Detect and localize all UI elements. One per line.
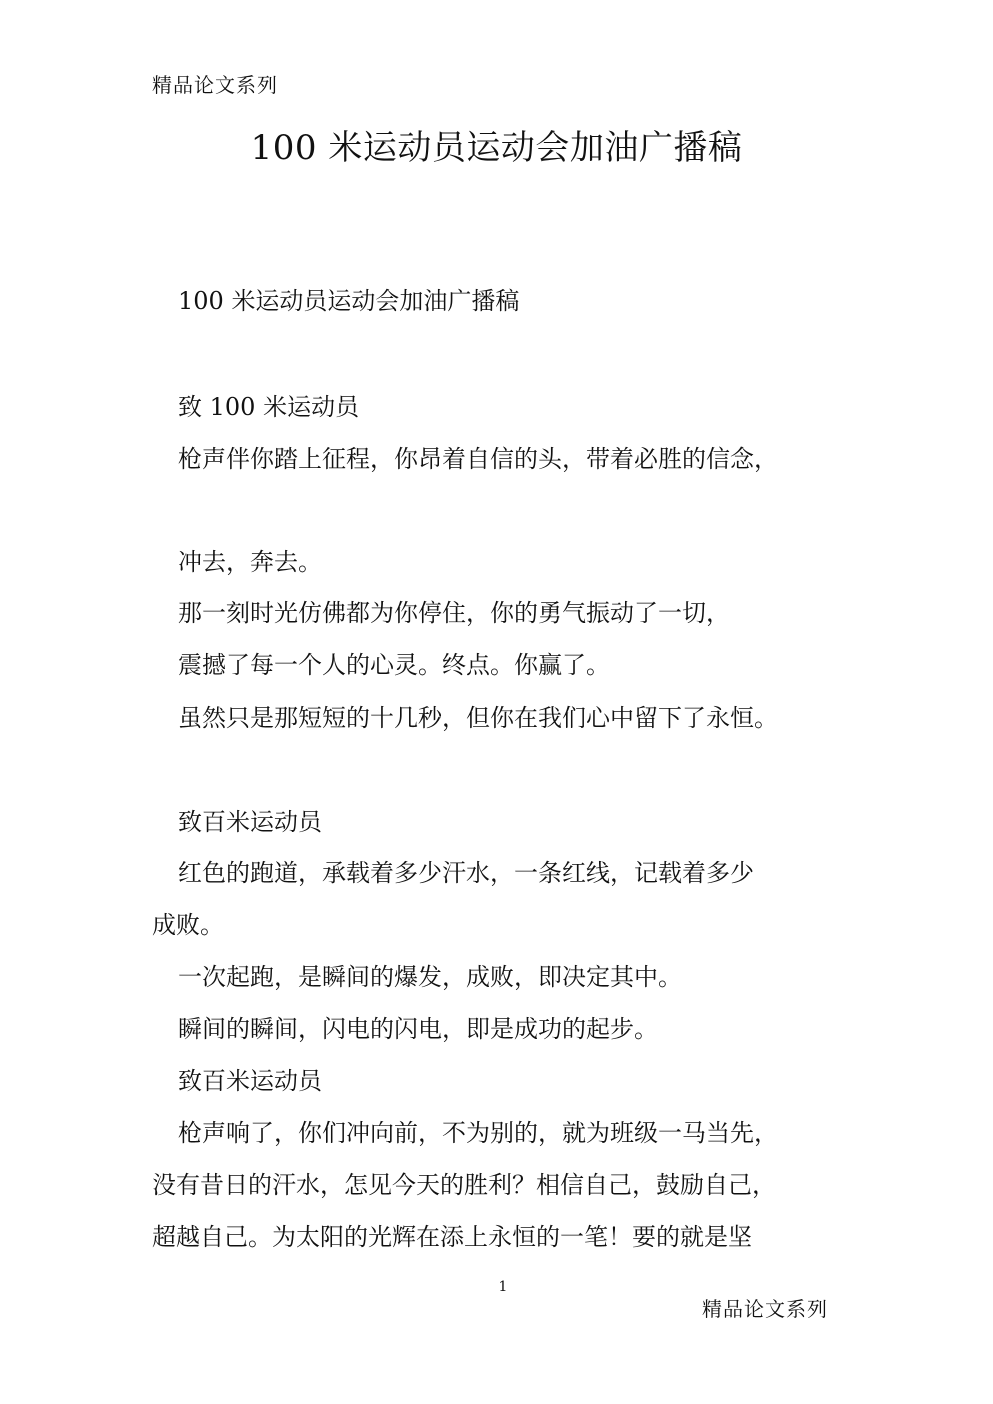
body-line: 超越自己。为太阳的光辉在添上永恒的一笔！要的就是坚	[152, 1223, 752, 1251]
page-footer-label: 精品论文系列	[702, 1297, 828, 1321]
page-number: 1	[498, 1279, 508, 1295]
body-line: 那一刻时光仿佛都为你停住，你的勇气振动了一切，	[178, 599, 730, 627]
body-line: 冲去，奔去。	[178, 548, 322, 576]
body-line: 震撼了每一个人的心灵。终点。你赢了。	[178, 651, 610, 679]
body-line: 致百米运动员	[178, 1067, 322, 1095]
body-line: 枪声伴你踏上征程，你昂着自信的头，带着必胜的信念，	[178, 445, 778, 473]
body-line: 枪声响了，你们冲向前，不为别的，就为班级一马当先，	[178, 1119, 778, 1147]
body-line: 红色的跑道，承载着多少汗水，一条红线，记载着多少	[178, 859, 754, 887]
document-title: 100 米运动员运动会加油广播稿	[250, 128, 743, 168]
body-line: 致 100 米运动员	[178, 393, 360, 421]
page-header-label: 精品论文系列	[152, 73, 278, 97]
body-line: 没有昔日的汗水，怎见今天的胜利？相信自己，鼓励自己，	[152, 1171, 776, 1199]
body-line: 100 米运动员运动会加油广播稿	[178, 287, 520, 315]
body-line: 致百米运动员	[178, 808, 322, 836]
body-line: 一次起跑，是瞬间的爆发，成败，即决定其中。	[178, 963, 682, 991]
body-line: 虽然只是那短短的十几秒，但你在我们心中留下了永恒。	[178, 704, 778, 732]
body-line: 成败。	[152, 911, 224, 939]
body-line: 瞬间的瞬间，闪电的闪电，即是成功的起步。	[178, 1015, 658, 1043]
